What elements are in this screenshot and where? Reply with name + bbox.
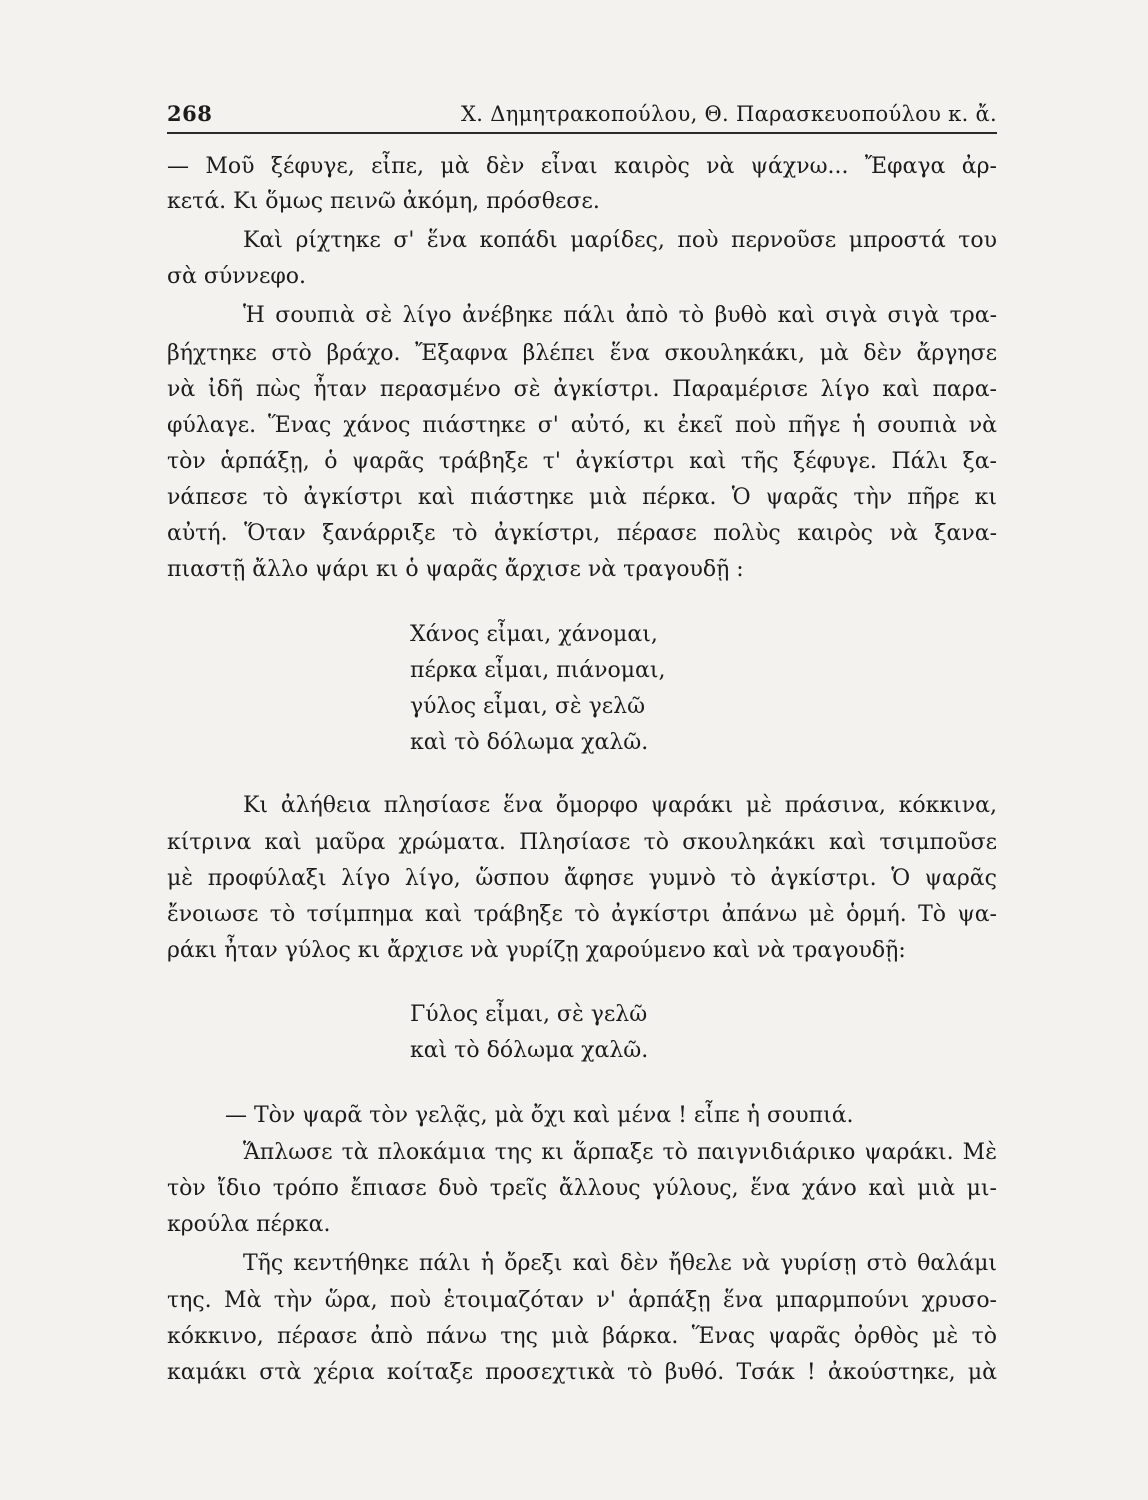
text-line: νάπεσε τὸ ἀγκίστρι καὶ πιάστηκε μιὰ πέρκα. Ὁ ψαρᾶς τὴν πῆρε κι (167, 485, 997, 510)
text-line: ἔνοιωσε τὸ τσίμπημα καὶ τράβηξε τὸ ἀγκίστρι ἀπάνω μὲ ὁρμή. Τὸ ψα- (167, 902, 997, 927)
text-line: μὲ προφύλαξι λίγο λίγο, ὥσπου ἄφησε γυμνὸ τὸ ἀγκίστρι. Ὁ ψαρᾶς (167, 866, 997, 891)
text-line: βήχτηκε στὸ βράχο. Ἔξαφνα βλέπει ἕνα σκουληκάκι, μὰ δὲν ἄργησε (167, 341, 997, 366)
text-line: καμάκι στὰ χέρια κοίταξε προσεχτικὰ τὸ βυθό. Τσάκ ! ἀκούστηκε, μὰ (167, 1360, 997, 1385)
text-line: κίτρινα καὶ μαῦρα χρώματα. Πλησίασε τὸ σκουληκάκι καὶ τσιμποῦσε (167, 830, 997, 855)
page-header (167, 100, 997, 134)
verse-line: καὶ τὸ δόλωμα χαλῶ. (410, 1038, 649, 1063)
text-line: πιαστῇ ἄλλο ψάρι κι ὁ ψαρᾶς ἄρχισε νὰ τραγουδῇ : (167, 557, 744, 582)
text-line: — Τὸν ψαρᾶ τὸν γελᾷς, μὰ ὄχι καὶ μένα ! εἶπε ἡ σουπιά. (225, 1103, 854, 1128)
text-line: σὰ σύννεφο. (167, 264, 307, 289)
text-line: τὸν ἁρπάξῃ, ὁ ψαρᾶς τράβηξε τ' ἀγκίστρι καὶ τῆς ξέφυγε. Πάλι ξα- (167, 449, 997, 474)
text-line: φύλαγε. Ἕνας χάνος πιάστηκε σ' αὐτό, κι ἐκεῖ ποὺ πῆγε ἡ σουπιὰ νὰ (167, 413, 997, 438)
text-line: τὸν ἴδιο τρόπο ἔπιασε δυὸ τρεῖς ἄλλους γύλους, ἕνα χάνο καὶ μιὰ μι- (167, 1176, 997, 1201)
verse-line: γύλος εἶμαι, σὲ γελῶ (410, 694, 646, 719)
text-line: κετά. Κι ὅμως πεινῶ ἀκόμη, πρόσθεσε. (167, 189, 600, 214)
text-line: Ἅπλωσε τὰ πλοκάμια της κι ἅρπαξε τὸ παιγνιδιάρικο ψαράκι. Μὲ (243, 1140, 997, 1165)
text-line: της. Μὰ τὴν ὥρα, ποὺ ἑτοιμαζόταν ν' ἁρπάξῃ ἕνα μπαρμπούνι χρυσο- (167, 1288, 997, 1313)
text-line: Καὶ ρίχτηκε σ' ἕνα κοπάδι μαρίδες, ποὺ περνοῦσε μπροστά του (243, 228, 997, 253)
text-line: κόκκινο, πέρασε ἀπὸ πάνω της μιὰ βάρκα. Ἕνας ψαρᾶς ὀρθὸς μὲ τὸ (167, 1324, 997, 1349)
text-line: Τῆς κεντήθηκε πάλι ἡ ὄρεξι καὶ δὲν ἤθελε νὰ γυρίσῃ στὸ θαλάμι (243, 1251, 997, 1276)
verse-line: πέρκα εἶμαι, πιάνομαι, (410, 658, 666, 683)
verse-line: καὶ τὸ δόλωμα χαλῶ. (410, 730, 649, 755)
verse-line: Χάνος εἶμαι, χάνομαι, (410, 622, 658, 647)
text-line: ράκι ἦταν γύλος κι ἄρχισε νὰ γυρίζῃ χαρούμενο καὶ νὰ τραγουδῇ: (167, 938, 906, 963)
running-head: Χ. Δημητρακοπούλου, Θ. Παρασκευοπούλου κ. ἄ. (461, 102, 997, 126)
text-line: νὰ ἰδῆ πὼς ἦταν περασμένο σὲ ἀγκίστρι. Παραμέρισε λίγο καὶ παρα- (167, 377, 997, 402)
page-number: 268 (167, 101, 213, 126)
text-line: Κι ἀλήθεια πλησίασε ἕνα ὄμορφο ψαράκι μὲ πράσινα, κόκκινα, (243, 793, 997, 818)
text-line: Ἡ σουπιὰ σὲ λίγο ἀνέβηκε πάλι ἀπὸ τὸ βυθὸ καὶ σιγὰ σιγὰ τρα- (243, 303, 997, 328)
text-line: αὐτή. Ὅταν ξανάρριξε τὸ ἀγκίστρι, πέρασε πολὺς καιρὸς νὰ ξανα- (167, 521, 997, 546)
text-line: κρούλα πέρκα. (167, 1212, 331, 1237)
verse-line: Γύλος εἶμαι, σὲ γελῶ (410, 1002, 648, 1027)
text-line: — Μοῦ ξέφυγε, εἶπε, μὰ δὲν εἶναι καιρὸς νὰ ψάχνω... Ἔφαγα ἀρ- (167, 154, 997, 179)
